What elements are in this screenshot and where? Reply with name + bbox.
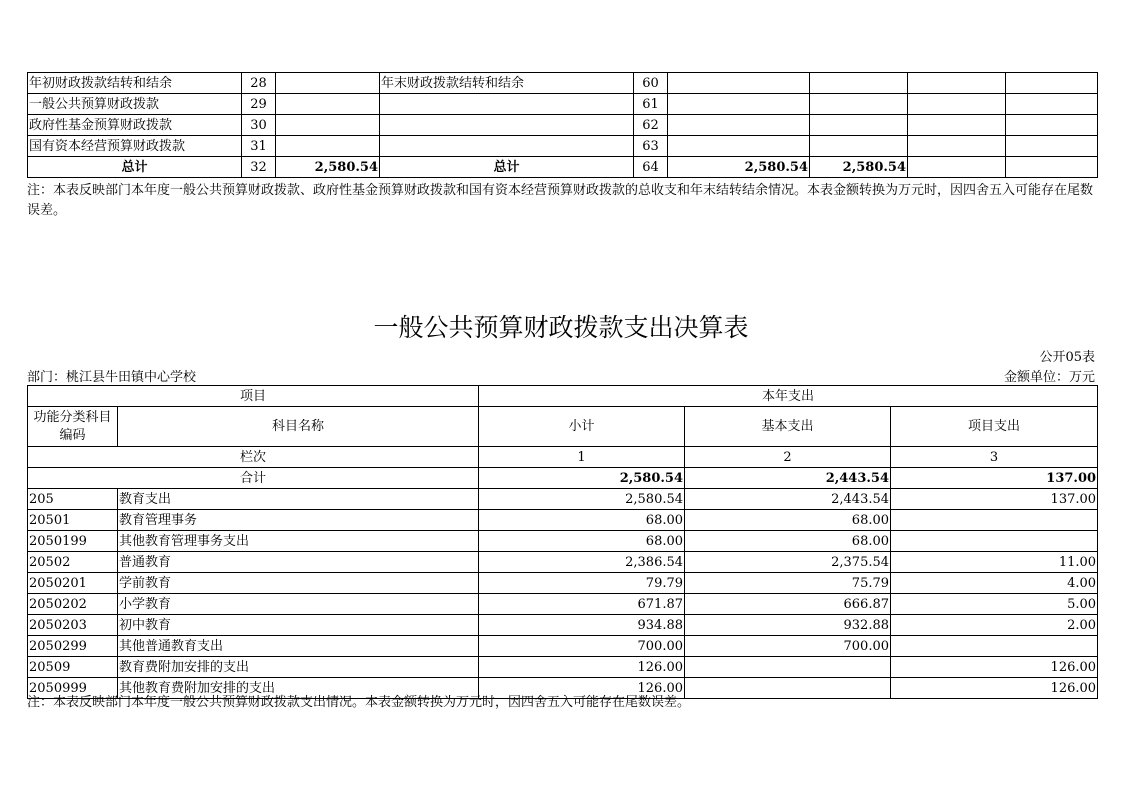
right-line-no: 63 (634, 136, 668, 157)
left-line-no: 30 (242, 115, 276, 136)
left-label: 政府性基金预算财政拨款 (28, 115, 242, 136)
row-code: 2050999 (28, 678, 118, 699)
row-basic: 700.00 (685, 636, 891, 657)
right-amount-2 (810, 73, 908, 94)
right-amount-2 (810, 115, 908, 136)
row-name: 其他普通教育支出 (118, 636, 479, 657)
left-line-no: 28 (242, 73, 276, 94)
right-amount-4 (1006, 136, 1098, 157)
row-code: 2050201 (28, 573, 118, 594)
right-label (380, 94, 634, 115)
table-row (28, 489, 1098, 510)
row-project: 5.00 (891, 594, 1098, 615)
carryover-table (27, 72, 1098, 178)
table-row (28, 636, 1098, 657)
expenditure-table (27, 385, 1098, 699)
header-subtotal: 小计 (479, 407, 685, 447)
left-total-label: 总计 (28, 157, 242, 178)
row-basic: 2,443.54 (685, 489, 891, 510)
row-subtotal: 700.00 (479, 636, 685, 657)
header-item: 项目 (28, 386, 479, 407)
row-basic (685, 657, 891, 678)
right-line-no: 64 (634, 157, 668, 178)
table-row (28, 657, 1098, 678)
row-name: 初中教育 (118, 615, 479, 636)
row-name: 教育管理事务 (118, 510, 479, 531)
total-project: 137.00 (891, 468, 1098, 489)
right-label (380, 115, 634, 136)
row-project: 126.00 (891, 657, 1098, 678)
header-basic: 基本支出 (685, 407, 891, 447)
table-row (28, 531, 1098, 552)
right-line-no: 61 (634, 94, 668, 115)
row-project (891, 531, 1098, 552)
form-code: 公开05表 (1039, 350, 1095, 365)
row-code: 20502 (28, 552, 118, 573)
page-title: 一般公共预算财政拨款支出决算表 (373, 313, 749, 342)
row-code: 20501 (28, 510, 118, 531)
row-basic: 75.79 (685, 573, 891, 594)
row-subtotal: 68.00 (479, 531, 685, 552)
table-row (28, 136, 1098, 157)
row-project (891, 510, 1098, 531)
header-project: 项目支出 (891, 407, 1098, 447)
row-basic: 68.00 (685, 531, 891, 552)
right-amount-1 (668, 115, 810, 136)
total-label: 合计 (28, 468, 479, 489)
right-label (380, 136, 634, 157)
header-name: 科目名称 (118, 407, 479, 447)
column-number-2: 2 (685, 447, 891, 468)
table-row (28, 552, 1098, 573)
expenditure-note: 注：本表反映部门本年度一般公共预算财政拨款支出情况。本表金额转换为万元时，因四舍五入可能存在尾数误差。 (27, 695, 691, 710)
row-name: 教育支出 (118, 489, 479, 510)
row-subtotal: 68.00 (479, 510, 685, 531)
left-label: 一般公共预算财政拨款 (28, 94, 242, 115)
column-number-row (28, 447, 1098, 468)
right-amount-3 (908, 136, 1006, 157)
right-amount-1 (668, 73, 810, 94)
left-total-amount: 2,580.54 (276, 157, 380, 178)
right-amount-4 (1006, 73, 1098, 94)
right-amount-1 (668, 136, 810, 157)
department-label: 部门：桃江县牛田镇中心学校 (27, 370, 197, 385)
table-row (28, 94, 1098, 115)
right-amount-4 (1006, 94, 1098, 115)
right-total-amount-2: 2,580.54 (810, 157, 908, 178)
row-subtotal: 934.88 (479, 615, 685, 636)
row-subtotal: 2,386.54 (479, 552, 685, 573)
row-name: 小学教育 (118, 594, 479, 615)
header-row (28, 407, 1098, 447)
left-amount (276, 73, 380, 94)
right-total-amount-1: 2,580.54 (668, 157, 810, 178)
table-row (28, 594, 1098, 615)
right-line-no: 62 (634, 115, 668, 136)
row-code: 205 (28, 489, 118, 510)
table-row (28, 573, 1098, 594)
left-amount (276, 94, 380, 115)
row-subtotal: 79.79 (479, 573, 685, 594)
column-row-label: 栏次 (28, 447, 479, 468)
row-name: 教育费附加安排的支出 (118, 657, 479, 678)
row-name: 其他教育费附加安排的支出 (118, 678, 479, 699)
row-basic: 932.88 (685, 615, 891, 636)
total-row (28, 157, 1098, 178)
row-code: 2050203 (28, 615, 118, 636)
right-amount-4 (1006, 115, 1098, 136)
expenditure-table-header (28, 386, 1098, 489)
right-amount-1 (668, 94, 810, 115)
row-subtotal: 126.00 (479, 657, 685, 678)
row-subtotal: 126.00 (479, 678, 685, 699)
table-row (28, 615, 1098, 636)
left-label: 年初财政拨款结转和结余 (28, 73, 242, 94)
carryover-note: 注：本表反映部门本年度一般公共预算财政拨款、政府性基金预算财政拨款和国有资本经营预算财政拨款的总收支和年末结转结余情况。本表金额转换为万元时，因四舍五入可能存在尾数误差。 (27, 183, 1094, 218)
header-row (28, 386, 1098, 407)
row-code: 2050202 (28, 594, 118, 615)
row-project: 4.00 (891, 573, 1098, 594)
row-project: 11.00 (891, 552, 1098, 573)
row-code: 2050199 (28, 531, 118, 552)
table-row (28, 73, 1098, 94)
row-code: 2050299 (28, 636, 118, 657)
row-code: 20509 (28, 657, 118, 678)
row-name: 学前教育 (118, 573, 479, 594)
right-amount-3 (908, 73, 1006, 94)
amount-unit-label: 金额单位：万元 (1003, 370, 1095, 385)
table-row (28, 510, 1098, 531)
row-subtotal: 2,580.54 (479, 489, 685, 510)
header-current-year: 本年支出 (479, 386, 1098, 407)
column-number-3: 3 (891, 447, 1098, 468)
right-label: 年末财政拨款结转和结余 (380, 73, 634, 94)
left-amount (276, 136, 380, 157)
left-label: 国有资本经营预算财政拨款 (28, 136, 242, 157)
total-basic: 2,443.54 (685, 468, 891, 489)
right-line-no: 60 (634, 73, 668, 94)
header-code: 功能分类科目编码 (28, 407, 118, 447)
row-name: 其他教育管理事务支出 (118, 531, 479, 552)
row-basic (685, 678, 891, 699)
right-total-label: 总计 (380, 157, 634, 178)
right-total-amount-4 (1006, 157, 1098, 178)
expenditure-table-body (28, 489, 1098, 699)
right-amount-3 (908, 115, 1006, 136)
row-subtotal: 671.87 (479, 594, 685, 615)
column-number-1: 1 (479, 447, 685, 468)
row-basic: 2,375.54 (685, 552, 891, 573)
row-basic: 666.87 (685, 594, 891, 615)
row-basic: 68.00 (685, 510, 891, 531)
left-amount (276, 115, 380, 136)
left-line-no: 29 (242, 94, 276, 115)
left-line-no: 32 (242, 157, 276, 178)
carryover-table-body (28, 73, 1098, 178)
row-project: 137.00 (891, 489, 1098, 510)
row-project: 126.00 (891, 678, 1098, 699)
right-amount-2 (810, 94, 908, 115)
total-row (28, 468, 1098, 489)
row-name: 普通教育 (118, 552, 479, 573)
left-line-no: 31 (242, 136, 276, 157)
row-project: 2.00 (891, 615, 1098, 636)
right-total-amount-3 (908, 157, 1006, 178)
table-row (28, 115, 1098, 136)
total-subtotal: 2,580.54 (479, 468, 685, 489)
row-project (891, 636, 1098, 657)
right-amount-3 (908, 94, 1006, 115)
right-amount-2 (810, 136, 908, 157)
